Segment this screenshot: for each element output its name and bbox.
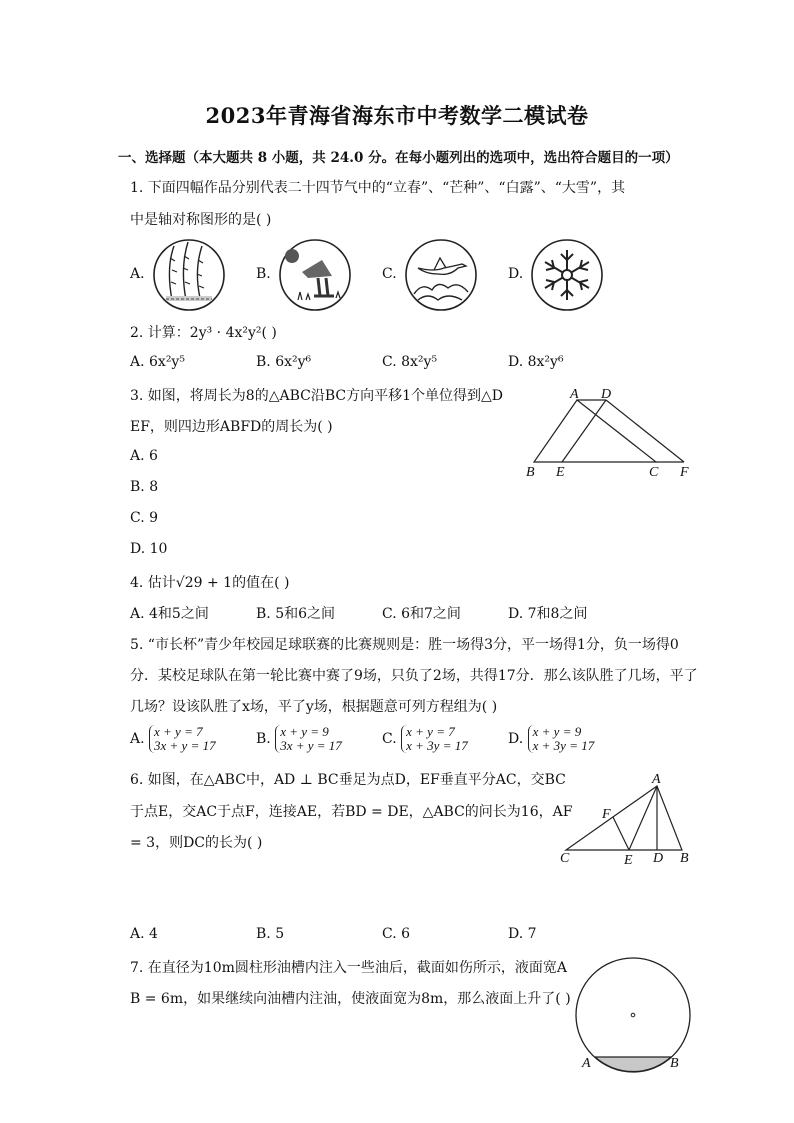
q4-option-c: C. 6和7之间: [382, 606, 461, 622]
q7-circle-diagram: [570, 955, 696, 1075]
q6-label-c: C: [560, 851, 570, 866]
q6-label-e: E: [624, 853, 633, 868]
q3-label-f: F: [680, 465, 689, 480]
q1-option-c-label: C.: [382, 266, 397, 282]
q5-option-d-system: [528, 725, 595, 753]
q2-option-c: C. 8x²y⁵: [382, 354, 438, 370]
q5-line3: 几场？设该队胜了x场，平了y场，根据题意可列方程组为( ): [130, 699, 498, 715]
q1-line2: 中是轴对称图形的是( ): [130, 212, 272, 228]
q6-line3: = 3，则DC的长为( ): [130, 835, 263, 851]
willow-figure: [152, 238, 226, 312]
q1-option-d-label: D.: [508, 266, 524, 282]
q5-b-eq2: 3x + y = 17: [280, 738, 342, 753]
q5-a-eq1: x + y = 7: [154, 724, 203, 739]
page-title: 2023年青海省海东市中考数学二模试卷: [205, 103, 589, 128]
q5-option-b-system: [275, 725, 342, 753]
q5-option-a-system: [149, 725, 216, 753]
q5-option-c-label: C.: [382, 731, 397, 747]
q5-c-eq1: x + y = 7: [406, 724, 455, 739]
q2-option-d: D. 8x²y⁶: [508, 354, 564, 370]
q5-c-eq2: x + 3y = 17: [406, 738, 468, 753]
q3-option-c: C. 9: [130, 510, 159, 526]
q7-line1: 7. 在直径为10m圆柱形油槽内注入一些油后，截面如伤所示，液面宽A: [130, 960, 568, 976]
q1-option-b-label: B.: [256, 266, 271, 282]
q5-option-d: [508, 725, 594, 753]
q5-option-a: [130, 725, 216, 753]
q3-line1: 3. 如图，将周长为8的△ABC沿BC方向平移1个单位得到△D: [130, 388, 504, 404]
q2-option-a: A. 6x²y⁵: [130, 354, 185, 370]
snowflake-figure: [530, 238, 604, 312]
q6-label-b: B: [680, 851, 689, 866]
q3-option-b: B. 8: [130, 479, 159, 495]
q4-option-d: D. 7和8之间: [508, 606, 588, 622]
q2-stem: 2. 计算：2y³ · 4x²y²( ): [130, 325, 277, 341]
q6-option-d: D. 7: [508, 926, 537, 942]
q7-line2: B = 6m，如果继续向油槽内注油，使液面宽为8m，那么液面上升了( ): [130, 991, 571, 1007]
section-heading: 一、选择题（本大题共 8 小题，共 24.0 分。在每小题列出的选项中，选出符合题目的一项）: [118, 150, 679, 166]
q6-label-a: A: [652, 772, 661, 787]
q3-option-a: A. 6: [130, 448, 158, 464]
q6-option-c: C. 6: [382, 926, 411, 942]
crane-figure: [404, 238, 478, 312]
q5-line1: 5. “市长杯”青少年校园足球联赛的比赛规则是：胜一场得3分，平一场得1分，负一场得0: [130, 637, 679, 653]
q5-option-c-system: [401, 725, 468, 753]
q7-label-b: B: [670, 1056, 679, 1071]
q5-b-eq1: x + y = 9: [280, 724, 329, 739]
q3-label-d: D: [601, 387, 612, 402]
q3-label-c: C: [649, 465, 659, 480]
q2-option-b: B. 6x²y⁶: [256, 354, 312, 370]
q5-d-eq1: x + y = 9: [532, 724, 582, 739]
q3-label-a: A: [570, 387, 579, 402]
q3-option-d: D. 10: [130, 541, 168, 557]
q3-line2: EF，则四边形ABFD的周长为( ): [130, 419, 333, 435]
q7-label-a: A: [582, 1056, 591, 1071]
q4-stem: 4. 估计√29 + 1的值在( ): [130, 575, 290, 591]
q1-line1: 1. 下面四幅作品分别代表二十四节气中的“立春”、“芒种”、“白露”、“大雪”，其: [130, 180, 626, 196]
q6-label-d: D: [653, 851, 664, 866]
q5-a-eq2: 3x + y = 17: [154, 738, 216, 753]
q6-option-b: B. 5: [256, 926, 285, 942]
q6-triangle-diagram: [556, 770, 696, 870]
q6-line2: 于点E，交AC于点F，连接AE，若BD = DE，△ABC的问长为16，AF: [130, 804, 573, 820]
q4-option-a: A. 4和5之间: [130, 606, 209, 622]
q1-option-a-label: A.: [130, 266, 145, 282]
farmer-figure: [278, 238, 352, 312]
q3-translation-diagram: [520, 380, 700, 480]
q6-option-a: A. 4: [130, 926, 158, 942]
q3-label-e: E: [556, 465, 565, 480]
q6-line1: 6. 如图，在△ABC中，AD ⊥ BC垂足为点D，EF垂直平分AC，交BC: [130, 772, 566, 788]
q5-option-d-label: D.: [508, 731, 524, 747]
q6-label-f: F: [602, 807, 611, 822]
q3-label-b: B: [526, 465, 535, 480]
q5-line2: 分．某校足球队在第一轮比赛中赛了9场，只负了2场，共得17分．那么该队胜了几场，平了: [130, 668, 698, 684]
q5-option-b-label: B.: [256, 731, 271, 747]
q5-option-a-label: A.: [130, 731, 145, 747]
q5-option-c: [382, 725, 468, 753]
q5-option-b: [256, 725, 342, 753]
q4-option-b: B. 5和6之间: [256, 606, 336, 622]
q5-d-eq2: x + 3y = 17: [532, 738, 595, 753]
